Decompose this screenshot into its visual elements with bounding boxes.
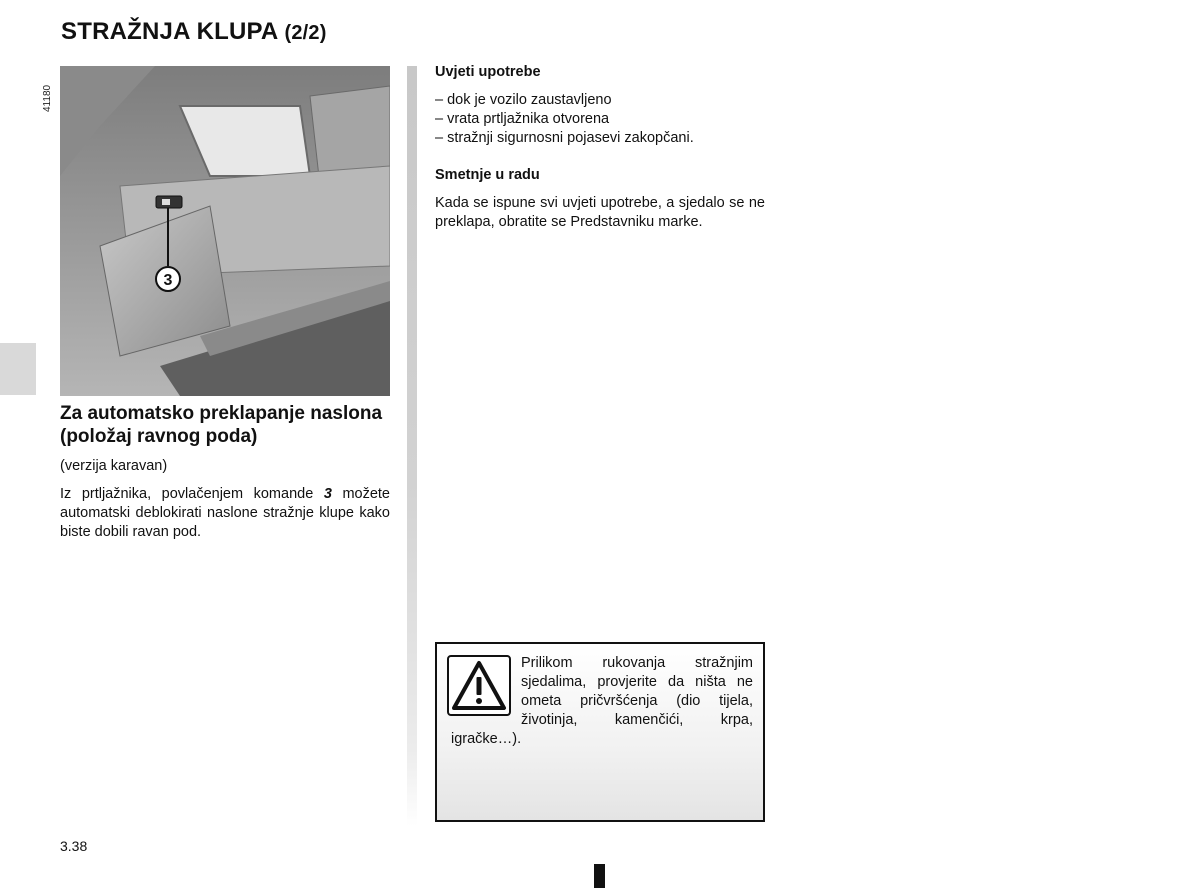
trunk-drawing xyxy=(60,66,390,396)
figure-callout-3: 3 xyxy=(163,272,173,289)
chapter-tab xyxy=(0,343,36,395)
figure-code: 41180 xyxy=(42,84,53,112)
issues-heading: Smetnje u radu xyxy=(435,167,540,183)
page-number: 3.38 xyxy=(60,838,88,854)
conditions-list xyxy=(435,91,765,148)
warning-text: Prilikom rukovanja stražnjim sjedalima, provjerite da ništa ne ometa pričvršćenja (dio tijela, životinja, kamenčići, krpa, igračke…). xyxy=(451,655,753,747)
column-divider xyxy=(407,66,417,826)
control-ref: 3 xyxy=(323,486,332,502)
right-column xyxy=(435,63,765,232)
left-paragraph xyxy=(60,485,390,542)
para-after: možete automatski deblokirati naslone stražnje klupe kako biste dobili ravan pod. xyxy=(60,486,390,540)
para-before: Iz prtljažnika, povlačenjem komande xyxy=(60,486,314,502)
page-title-part: (2/2) xyxy=(284,22,327,44)
list-item: – vrata prtljažnika otvorena xyxy=(435,111,610,127)
list-item: – stražnji sigurnosni pojasevi zakopčani. xyxy=(435,130,694,146)
page-marker xyxy=(594,864,605,888)
page-title-text: STRAŽNJA KLUPA xyxy=(61,18,278,45)
page-title xyxy=(61,18,327,46)
list-item: – dok je vozilo zaustavljeno xyxy=(435,92,612,108)
warning-box xyxy=(435,642,765,822)
conditions-heading: Uvjeti upotrebe xyxy=(435,64,541,80)
section-heading: Za automatsko preklapanje naslona (položaj ravnog poda) xyxy=(60,403,383,447)
trunk-illustration xyxy=(60,66,390,396)
issues-paragraph: Kada se ispune svi uvjeti upotrebe, a sjedalo se ne preklapa, obratite se Predstavniku marke. xyxy=(435,195,765,230)
variant-note: (verzija karavan) xyxy=(60,458,168,474)
warning-text-wrap xyxy=(451,654,753,749)
